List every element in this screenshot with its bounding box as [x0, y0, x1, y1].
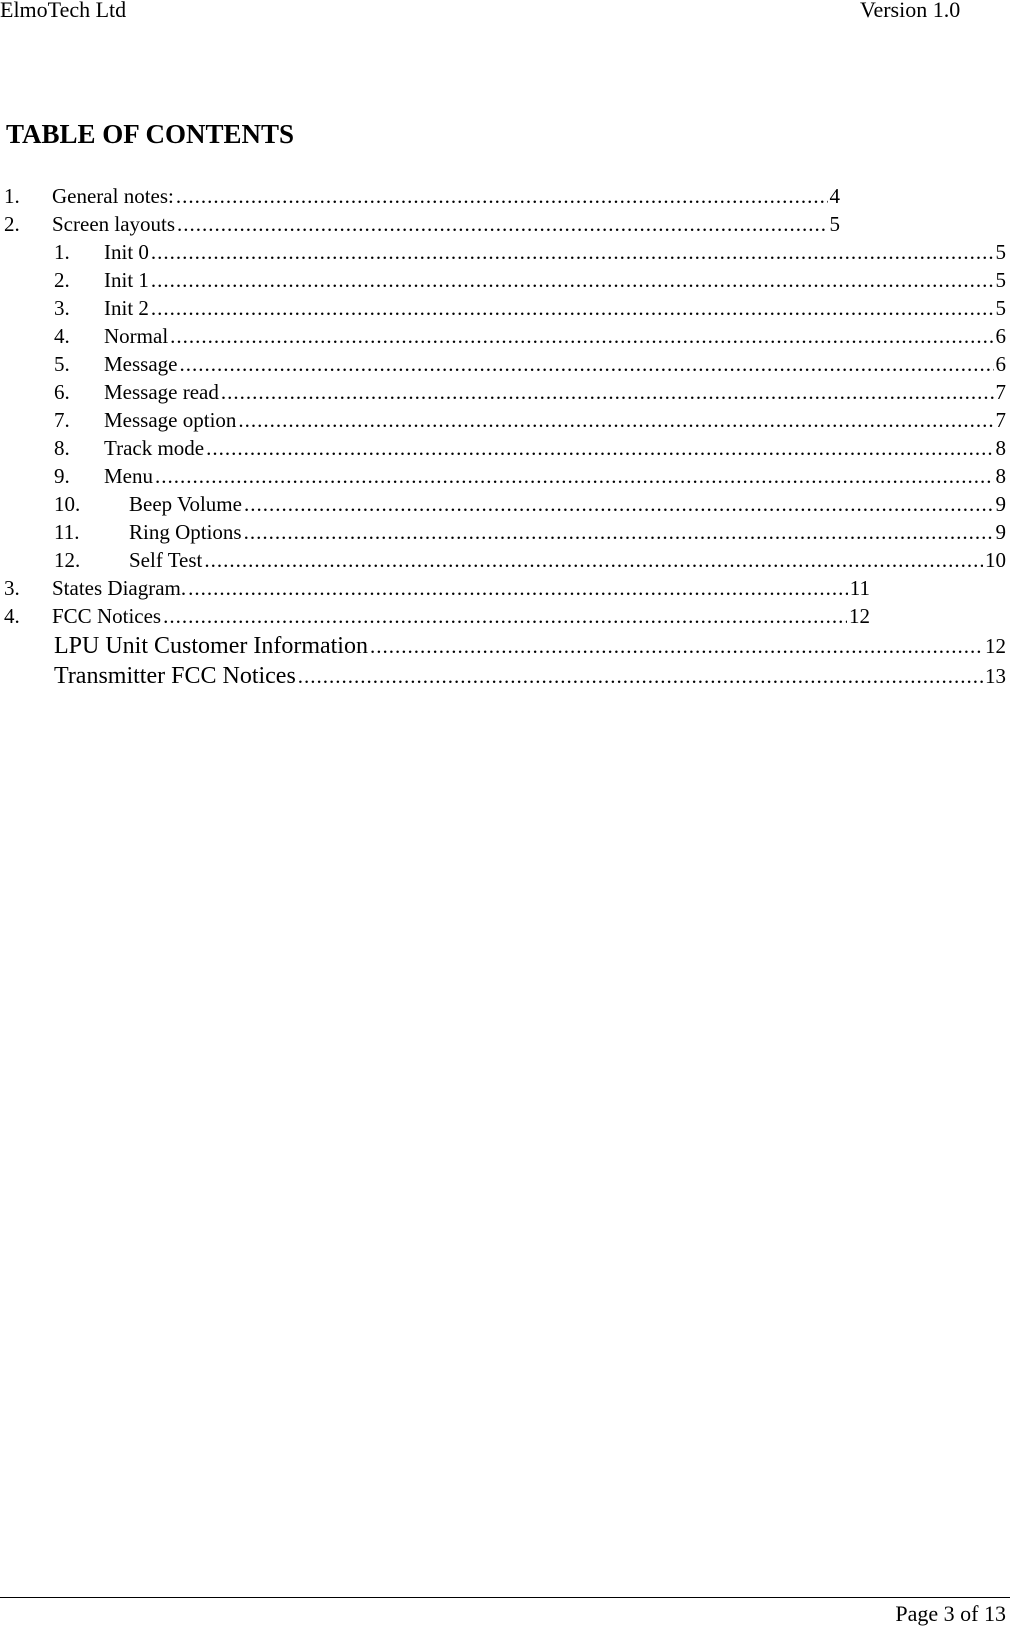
toc-entry-page: 13 — [985, 664, 1006, 688]
toc-dot-leader — [170, 322, 993, 350]
toc-dot-leader — [244, 490, 994, 518]
toc-entry-number: 4. — [4, 604, 20, 628]
toc-entry-number: 2. — [4, 212, 20, 236]
toc-entry-number: 5. — [54, 352, 70, 376]
footer-page-indicator: Page 3 of 13 — [895, 1601, 1006, 1626]
toc-entry[interactable] — [54, 322, 1006, 350]
toc-entry-number: 6. — [54, 380, 70, 404]
toc-entry-label: Message read — [104, 380, 219, 404]
toc-entry-page: 12 — [985, 634, 1006, 658]
header-company: ElmoTech Ltd — [0, 0, 127, 22]
toc-entry-label: FCC Notices — [52, 604, 162, 628]
toc-entry[interactable] — [4, 602, 870, 630]
toc-dot-leader — [163, 602, 847, 630]
toc-entry-page: 8 — [995, 464, 1006, 488]
toc-entry[interactable] — [4, 182, 840, 210]
toc-entry-label: Ring Options — [129, 520, 242, 544]
toc-dot-leader — [151, 238, 994, 266]
toc-entry-label: General notes: — [52, 184, 174, 208]
toc-dot-leader — [188, 574, 848, 602]
toc-entry-page: 9 — [995, 520, 1006, 544]
toc-entry-page: 5 — [829, 212, 840, 236]
toc-dot-leader — [370, 632, 983, 660]
footer-divider — [0, 1597, 1010, 1598]
toc-entry-number: 3. — [4, 576, 20, 600]
toc-entry-page: 10 — [985, 548, 1006, 572]
toc-entry-page: 8 — [995, 436, 1006, 460]
toc-entry-page: 4 — [829, 184, 840, 208]
toc-entry-number: 1. — [54, 240, 70, 264]
toc-dot-leader — [238, 406, 993, 434]
toc-entry-page: 7 — [995, 408, 1006, 432]
toc-entry-number: 4. — [54, 324, 70, 348]
toc-entry-page: 11 — [849, 576, 870, 600]
toc-entry-page: 7 — [995, 380, 1006, 404]
toc-entry-label: Menu — [104, 464, 153, 488]
toc-entry-label: LPU Unit Customer Information — [54, 633, 368, 659]
toc-title: TABLE OF CONTENTS — [6, 119, 295, 149]
header-version: Version 1.0 — [860, 0, 961, 22]
toc-entry-label: Init 0 — [104, 240, 149, 264]
toc-entry-number: 3. — [54, 296, 70, 320]
toc-dot-leader — [151, 294, 994, 322]
toc-dot-leader — [177, 210, 827, 238]
toc-dot-leader — [176, 182, 828, 210]
toc-entry-number: 11. — [54, 520, 80, 544]
toc-entry[interactable] — [54, 462, 1006, 490]
toc-entry-page: 6 — [995, 352, 1006, 376]
toc-entry[interactable] — [54, 266, 1006, 294]
toc-entry-number: 1. — [4, 184, 20, 208]
toc-entry[interactable] — [54, 546, 1006, 574]
toc-entry-label: States Diagram. — [52, 576, 187, 600]
toc-entry[interactable] — [54, 518, 1006, 546]
toc-entry-page: 12 — [849, 604, 870, 628]
toc-entry[interactable] — [54, 294, 1006, 322]
toc-entry-label: Message option — [104, 408, 237, 432]
toc-entry-label: Normal — [104, 324, 169, 348]
toc-dot-leader — [179, 350, 993, 378]
toc-entry[interactable] — [54, 406, 1006, 434]
toc-entry-number: 7. — [54, 408, 70, 432]
toc-dot-leader — [206, 434, 993, 462]
toc-entry[interactable] — [54, 632, 1006, 660]
toc-entry[interactable] — [54, 434, 1006, 462]
toc-entry-number: 2. — [54, 268, 70, 292]
toc-entry[interactable] — [4, 574, 870, 602]
toc-entry-label: Self Test — [129, 548, 203, 572]
toc-entry-number: 12. — [54, 548, 81, 572]
toc-entry-page: 5 — [995, 296, 1006, 320]
toc-entry[interactable] — [54, 238, 1006, 266]
toc-entry-page: 9 — [995, 492, 1006, 516]
toc-entry[interactable] — [54, 662, 1006, 690]
toc-entry[interactable] — [54, 350, 1006, 378]
toc-entry[interactable] — [54, 378, 1006, 406]
toc-entry-number: 10. — [54, 492, 81, 516]
toc-dot-leader — [221, 378, 994, 406]
toc-entry-label: Transmitter FCC Notices — [54, 663, 296, 689]
toc-entry-label: Beep Volume — [129, 492, 242, 516]
toc-entry-label: Screen layouts — [52, 212, 176, 236]
toc-dot-leader — [204, 546, 983, 574]
toc-dot-leader — [298, 662, 983, 690]
toc-entry-page: 6 — [995, 324, 1006, 348]
toc-entry-page: 5 — [995, 240, 1006, 264]
toc-entry[interactable] — [4, 210, 840, 238]
toc-dot-leader — [151, 266, 994, 294]
toc-entry-number: 8. — [54, 436, 70, 460]
toc-dot-leader — [155, 462, 994, 490]
toc-entry[interactable] — [54, 490, 1006, 518]
toc-entry-label: Init 2 — [104, 296, 149, 320]
toc-entry-label: Init 1 — [104, 268, 149, 292]
toc-entry-number: 9. — [54, 464, 70, 488]
toc-entry-label: Track mode — [104, 436, 205, 460]
toc-dot-leader — [244, 518, 994, 546]
toc-entry-page: 5 — [995, 268, 1006, 292]
toc-entry-label: Message — [104, 352, 178, 376]
